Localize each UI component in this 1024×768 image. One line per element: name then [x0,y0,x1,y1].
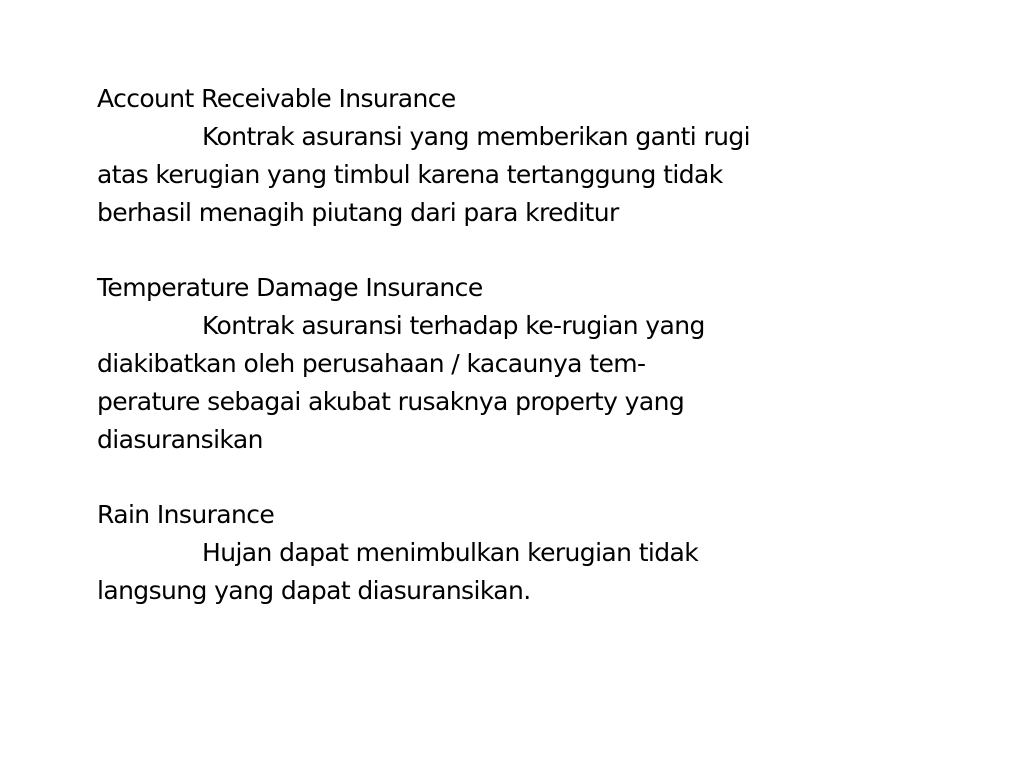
paragraph-line: perature sebagai akubat rusaknya property yang [97,387,685,416]
section-title: Temperature Damage Insurance [97,273,483,302]
paragraph-line: langsung yang dapat diasuransikan. [97,576,531,605]
paragraph-line: Kontrak asuransi terhadap ke-rugian yang [202,311,705,340]
section-temperature-damage-insurance [97,269,927,459]
section-title: Rain Insurance [97,500,275,529]
paragraph-line: diasuransikan [97,425,263,454]
paragraph-line: diakibatkan oleh perusahaan / kacaunya tem- [97,349,646,378]
slide-body [97,80,927,647]
section-account-receivable-insurance [97,80,927,232]
paragraph-line: atas kerugian yang timbul karena tertanggung tidak [97,160,723,189]
paragraph-line: berhasil menagih piutang dari para kreditur [97,198,619,227]
paragraph-line: Kontrak asuransi yang memberikan ganti rugi [202,122,751,151]
section-rain-insurance [97,496,927,610]
paragraph-line: Hujan dapat menimbulkan kerugian tidak [202,538,699,567]
section-title: Account Receivable Insurance [97,84,456,113]
